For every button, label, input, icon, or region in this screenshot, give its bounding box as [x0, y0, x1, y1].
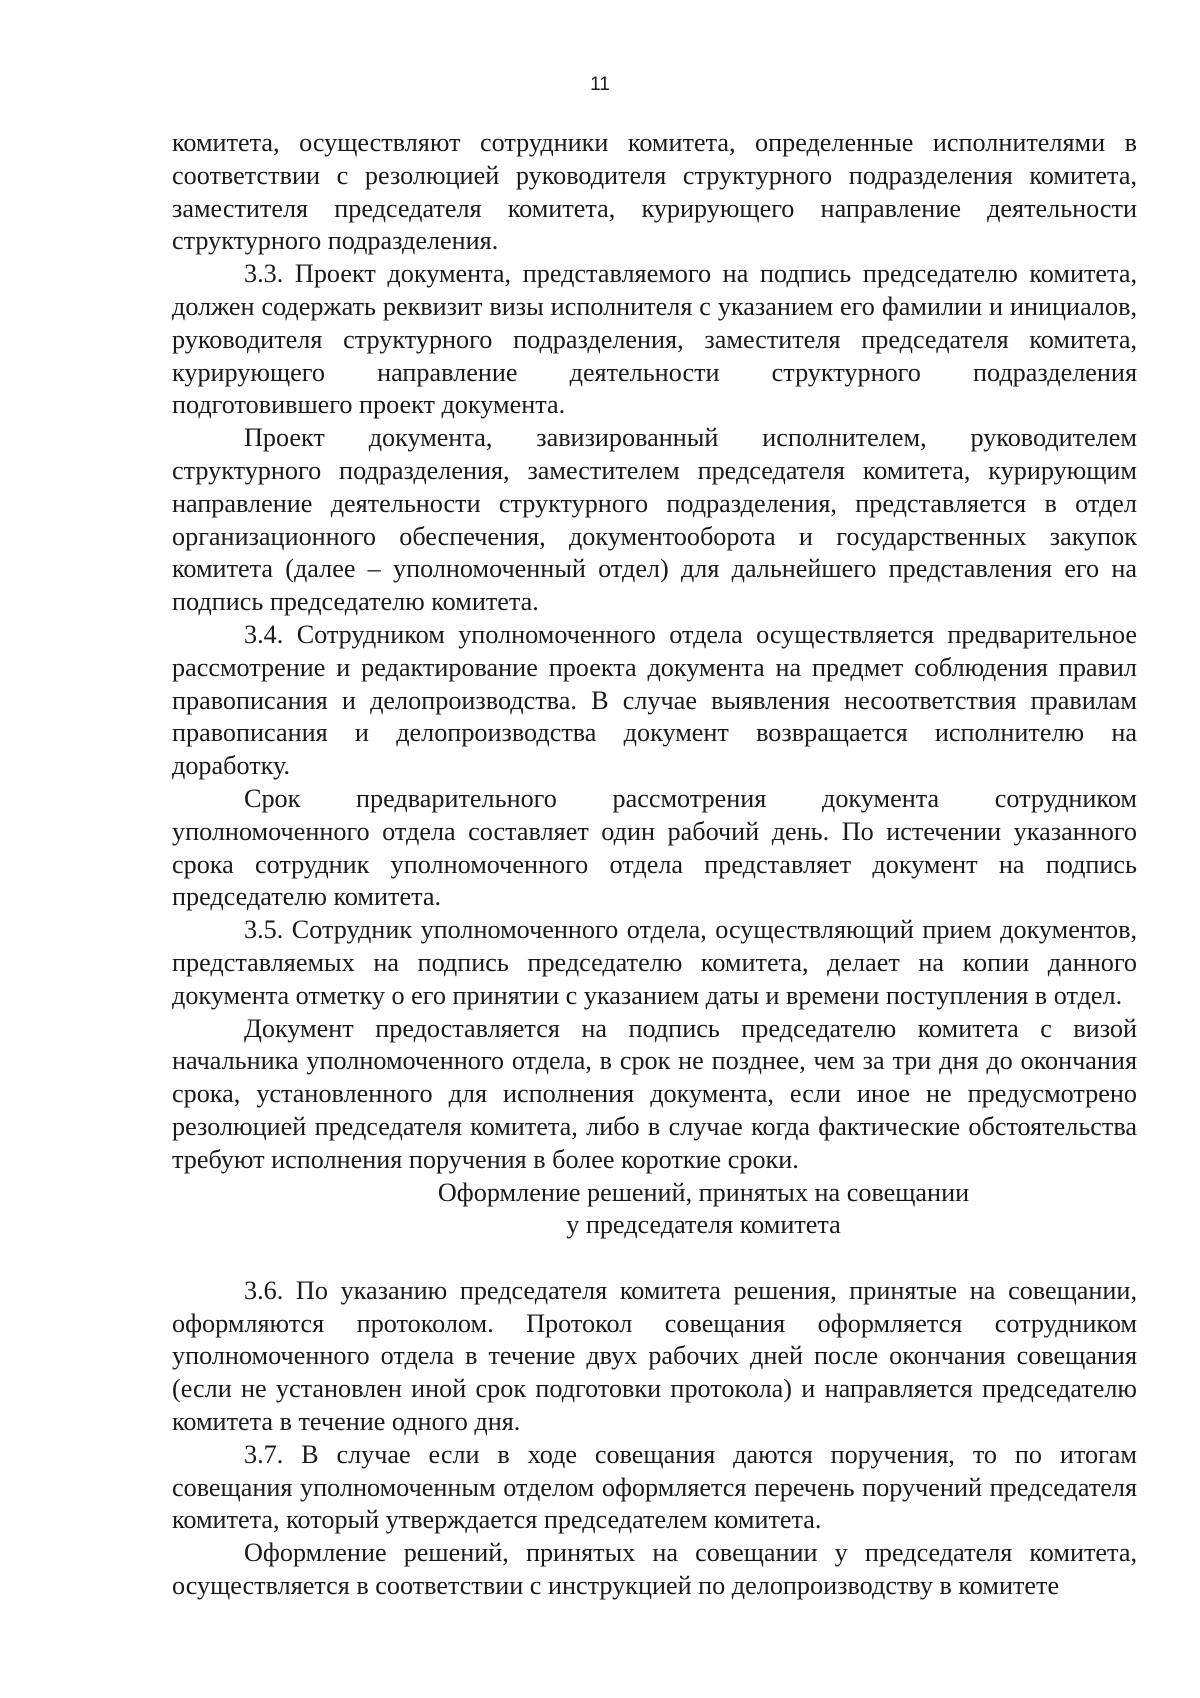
- paragraph-submission: Документ предоставляется на подпись председателю комитета с визой начальника уполномоченного отдела, в срок не позднее, чем за три дня до окончания срока, установленного для исполнения документа, если иное не предусмотрено резолюцией председателя комитета, либо в случае когда фактические обстоятельства требуют исполнения поручения в более короткие сроки.: [172, 1013, 1137, 1174]
- paragraph-review-term: Срок предварительного рассмотрения документа сотрудником уполномоченного отдела составляет один рабочий день. По истечении указанного срока сотрудник уполномоченного отдела представляет документ на подпись председателю комитета.: [172, 783, 1137, 912]
- paragraph-3-3: 3.3. Проект документа, представляемого на подпись председателю комитета, должен содержать реквизит визы исполнителя с указанием его фамилии и инициалов, руководителя структурного подразделения, заместителя председателя комитета, курирующего направление деятельности структурного подразделения подготовившего проект документа.: [172, 259, 1137, 420]
- section-heading: [172, 1177, 1137, 1243]
- page-number: 11: [590, 74, 610, 95]
- paragraph-3-6: 3.6. По указанию председателя комитета решения, принятые на совещании, оформляются протоколом. Протокол совещания оформляется сотрудником уполномоченного отдела в течение двух рабочих дней после окончания совещания (если не установлен иной срок подготовки протокола) и направляется председателю комитета в течение одного дня.: [172, 1275, 1137, 1437]
- paragraph-3-7: 3.7. В случае если в ходе совещания даются поручения, то по итогам совещания уполномоченным отделом оформляется перечень поручений председателя комитета, который утверждается председателем комитета.: [172, 1439, 1137, 1535]
- section-heading-line-1: Оформление решений, принятых на совещании: [437, 1177, 970, 1207]
- section-heading-line-2: у председателя комитета: [566, 1210, 841, 1240]
- paragraph-3-4: 3.4. Сотрудником уполномоченного отдела осуществляется предварительное рассмотрение и редактирование проекта документа на предмет соблюдения правил правописания и делопроизводства. В случае выявления несоответствия правилам правописания и делопроизводства документ возвращается исполнителю на доработку.: [172, 619, 1137, 781]
- paragraph-3-5: 3.5. Сотрудник уполномоченного отдела, осуществляющий прием документов, представляемых на подпись председателю комитета, делает на копии данного документа отметку о его принятии с указанием даты и времени поступления в отдел.: [172, 915, 1137, 1010]
- document-body: [172, 127, 1137, 1603]
- paragraph-continuation: комитета, осуществляют сотрудники комитета, определенные исполнителями в соответствии с резолюцией руководителя структурного подразделения комитета, заместителя председателя комитета, курирующего направление деятельности структурного подразделения.: [172, 128, 1137, 256]
- paragraph-meeting-decisions: Оформление решений, принятых на совещании у председателя комитета, осуществляется в соответствии с инструкцией по делопроизводству в комитете: [172, 1538, 1137, 1601]
- paragraph-draft-visa: Проект документа, завизированный исполнителем, руководителем структурного подразделения, заместителем председателя комитета, курирующим направление деятельности структурного подразделения, представляется в отдел организационного обеспечения, документооборота и государственных закупок комитета (далее – уполномоченный отдел) для дальнейшего представления его на подпись председателю комитета.: [172, 423, 1137, 617]
